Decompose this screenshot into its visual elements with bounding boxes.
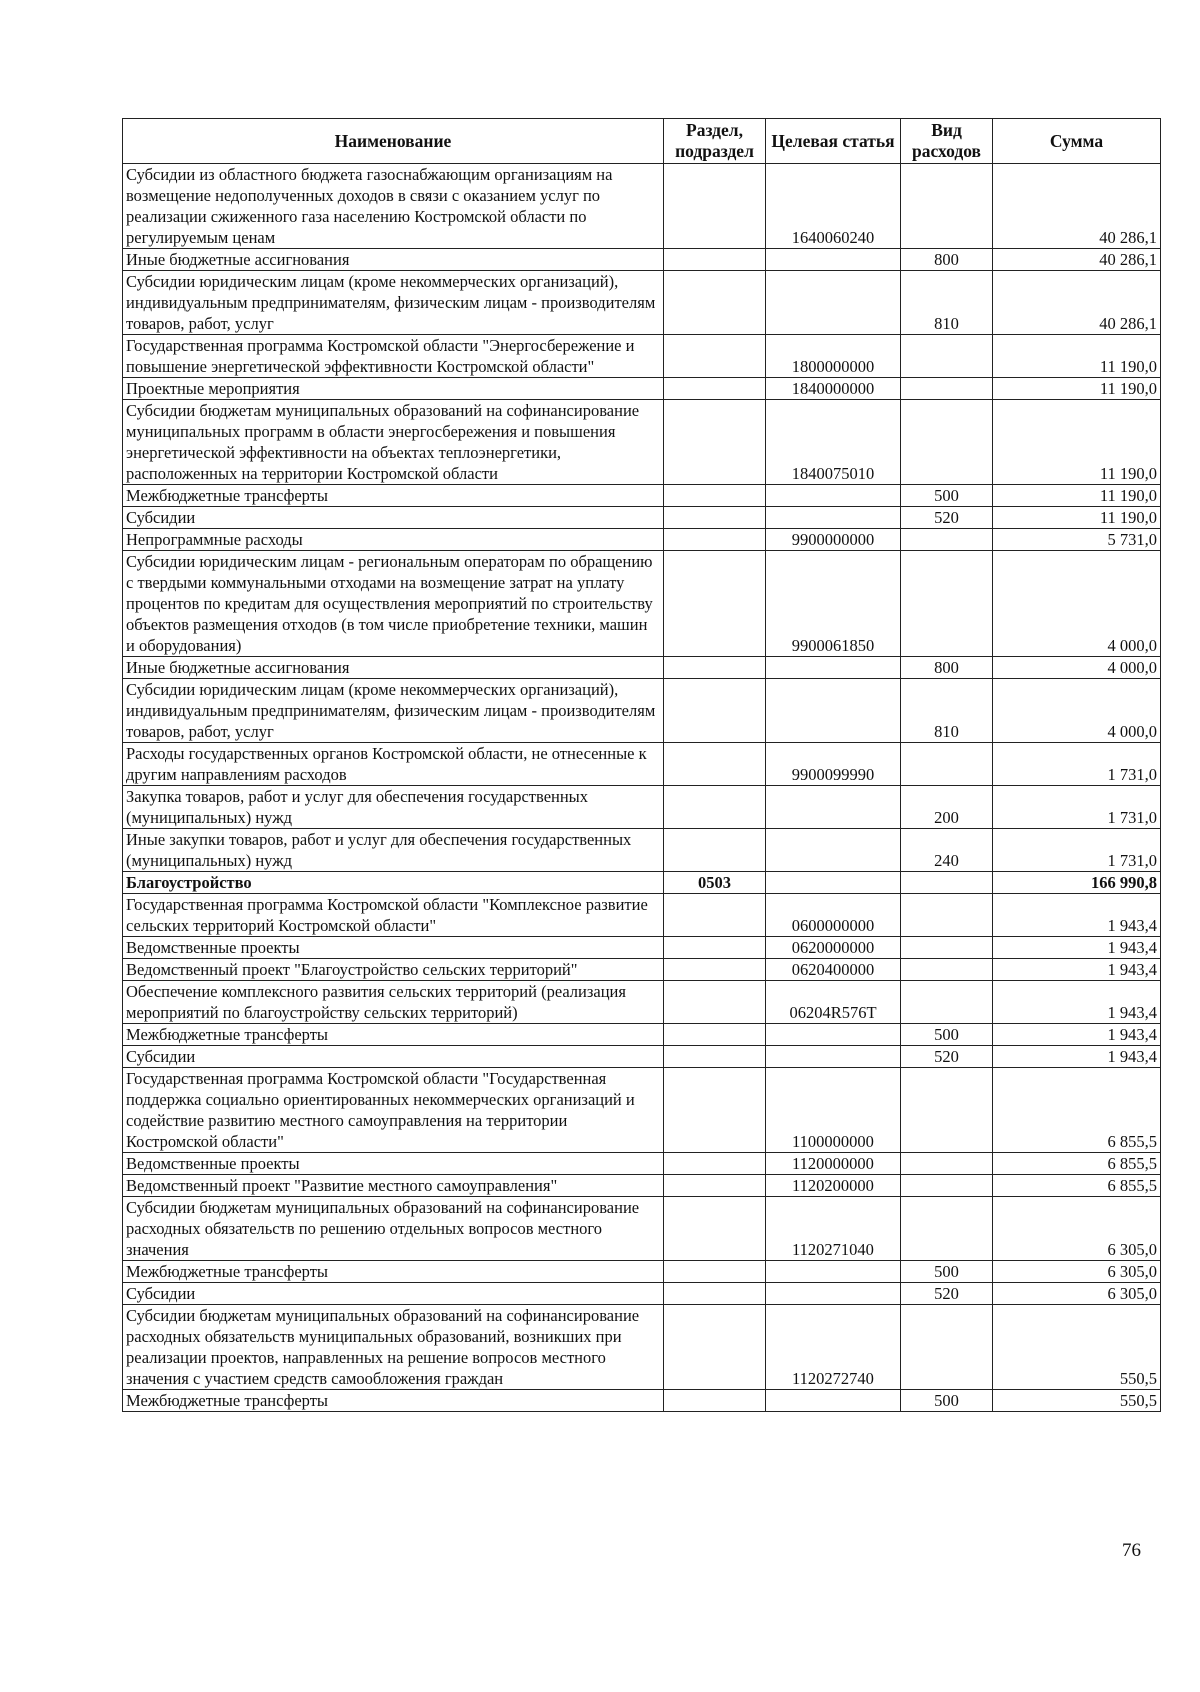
- row-kind: [901, 335, 993, 378]
- row-name: Субсидии юридическим лицам (кроме некоммерческих организаций), индивидуальным предпринимателям, физическим лицам - производителям товаров, работ, услуг: [123, 271, 664, 335]
- table-row: [123, 335, 1161, 378]
- row-sum: 40 286,1: [993, 271, 1161, 335]
- row-target: [766, 1261, 901, 1283]
- table-row: [123, 1390, 1161, 1412]
- row-section: [664, 551, 766, 657]
- row-kind: 520: [901, 507, 993, 529]
- row-name: Субсидии бюджетам муниципальных образований на софинансирование расходных обязательств муниципальных образований, возникших при реализации проектов, направленных на решение вопросов местного значения с участием средств самообложения граждан: [123, 1305, 664, 1390]
- row-name: Субсидии юридическим лицам (кроме некоммерческих организаций), индивидуальным предпринимателям, физическим лицам - производителям товаров, работ, услуг: [123, 679, 664, 743]
- row-kind: 500: [901, 1390, 993, 1412]
- row-name: Ведомственные проекты: [123, 937, 664, 959]
- table-row: [123, 872, 1161, 894]
- row-sum: 40 286,1: [993, 164, 1161, 249]
- table-row: [123, 981, 1161, 1024]
- row-target: 0620400000: [766, 959, 901, 981]
- table-row: [123, 400, 1161, 485]
- table-row: [123, 249, 1161, 271]
- row-name: Ведомственный проект "Развитие местного самоуправления": [123, 1175, 664, 1197]
- row-sum: 6 855,5: [993, 1068, 1161, 1153]
- row-kind: [901, 378, 993, 400]
- row-name: Межбюджетные трансферты: [123, 1024, 664, 1046]
- row-kind: [901, 551, 993, 657]
- row-target: 0620000000: [766, 937, 901, 959]
- row-kind: [901, 164, 993, 249]
- row-section: [664, 529, 766, 551]
- table-row: [123, 937, 1161, 959]
- row-kind: 800: [901, 249, 993, 271]
- row-name: Непрограммные расходы: [123, 529, 664, 551]
- row-section: [664, 1175, 766, 1197]
- row-sum: 550,5: [993, 1305, 1161, 1390]
- row-sum: 1 943,4: [993, 1046, 1161, 1068]
- row-name: Субсидии бюджетам муниципальных образований на софинансирование муниципальных программ в области энергосбережения и повышения энергетической эффективности на объектах теплоэнергетики, расположенных на территории Костромской области: [123, 400, 664, 485]
- row-kind: 240: [901, 829, 993, 872]
- row-sum: 6 305,0: [993, 1261, 1161, 1283]
- table-row: [123, 657, 1161, 679]
- header-kind: Вид расходов: [901, 119, 993, 164]
- row-name: Субсидии из областного бюджета газоснабжающим организациям на возмещение недополученных доходов в связи с оказанием услуг по реализации сжиженного газа населению Костромской области по регулируемым ценам: [123, 164, 664, 249]
- row-sum: 11 190,0: [993, 400, 1161, 485]
- row-name: Государственная программа Костромской области "Государственная поддержка социально ориентированных некоммерческих организаций и содействие развитию местного самоуправления на территории Костромской области": [123, 1068, 664, 1153]
- row-section: [664, 1305, 766, 1390]
- row-sum: 11 190,0: [993, 507, 1161, 529]
- header-name: Наименование: [123, 119, 664, 164]
- row-kind: 500: [901, 485, 993, 507]
- header-sum: Сумма: [993, 119, 1161, 164]
- row-target: [766, 872, 901, 894]
- row-sum: 5 731,0: [993, 529, 1161, 551]
- table-row: [123, 1283, 1161, 1305]
- row-name: Иные закупки товаров, работ и услуг для обеспечения государственных (муниципальных) нужд: [123, 829, 664, 872]
- table-row: [123, 786, 1161, 829]
- row-name: Благоустройство: [123, 872, 664, 894]
- row-target: 1640060240: [766, 164, 901, 249]
- row-name: Государственная программа Костромской области "Комплексное развитие сельских территорий Костромской области": [123, 894, 664, 937]
- row-name: Субсидии: [123, 1046, 664, 1068]
- row-name: Ведомственные проекты: [123, 1153, 664, 1175]
- row-section: [664, 400, 766, 485]
- row-sum: 1 943,4: [993, 959, 1161, 981]
- row-kind: [901, 400, 993, 485]
- table-row: [123, 378, 1161, 400]
- row-sum: 166 990,8: [993, 872, 1161, 894]
- table-row: [123, 959, 1161, 981]
- row-sum: 11 190,0: [993, 378, 1161, 400]
- row-kind: [901, 894, 993, 937]
- row-sum: 1 943,4: [993, 894, 1161, 937]
- table-row: [123, 529, 1161, 551]
- row-section: [664, 894, 766, 937]
- row-target: [766, 1046, 901, 1068]
- row-target: 9900061850: [766, 551, 901, 657]
- table-row: [123, 1175, 1161, 1197]
- row-section: [664, 485, 766, 507]
- row-sum: 1 731,0: [993, 829, 1161, 872]
- row-section: [664, 657, 766, 679]
- row-section: [664, 959, 766, 981]
- row-target: [766, 657, 901, 679]
- row-section: [664, 1197, 766, 1261]
- row-section: [664, 937, 766, 959]
- row-sum: 4 000,0: [993, 657, 1161, 679]
- row-sum: 6 855,5: [993, 1153, 1161, 1175]
- row-section: [664, 1261, 766, 1283]
- row-kind: [901, 529, 993, 551]
- row-target: 1120000000: [766, 1153, 901, 1175]
- row-name: Субсидии бюджетам муниципальных образований на софинансирование расходных обязательств по решению отдельных вопросов местного значения: [123, 1197, 664, 1261]
- row-sum: 550,5: [993, 1390, 1161, 1412]
- row-section: [664, 1283, 766, 1305]
- row-kind: [901, 1305, 993, 1390]
- row-section: [664, 1068, 766, 1153]
- row-kind: [901, 937, 993, 959]
- row-section: [664, 679, 766, 743]
- row-target: [766, 679, 901, 743]
- table-row: [123, 743, 1161, 786]
- row-target: [766, 1024, 901, 1046]
- header-target: Целевая статья: [766, 119, 901, 164]
- row-section: 0503: [664, 872, 766, 894]
- table-row: [123, 1024, 1161, 1046]
- row-kind: [901, 872, 993, 894]
- row-kind: [901, 1175, 993, 1197]
- row-target: 1840000000: [766, 378, 901, 400]
- row-target: [766, 1390, 901, 1412]
- table-row: [123, 829, 1161, 872]
- row-target: 1120200000: [766, 1175, 901, 1197]
- table-header-row: [123, 119, 1161, 164]
- row-sum: 1 943,4: [993, 937, 1161, 959]
- row-target: [766, 249, 901, 271]
- table-row: [123, 507, 1161, 529]
- row-target: 9900000000: [766, 529, 901, 551]
- row-sum: 6 855,5: [993, 1175, 1161, 1197]
- table-row: [123, 1068, 1161, 1153]
- row-kind: [901, 743, 993, 786]
- row-name: Государственная программа Костромской области "Энергосбережение и повышение энергетической эффективности Костромской области": [123, 335, 664, 378]
- row-kind: [901, 959, 993, 981]
- row-kind: [901, 1197, 993, 1261]
- row-section: [664, 829, 766, 872]
- row-sum: 1 731,0: [993, 786, 1161, 829]
- row-target: 1120272740: [766, 1305, 901, 1390]
- row-name: Обеспечение комплексного развития сельских территорий (реализация мероприятий по благоустройству сельских территорий): [123, 981, 664, 1024]
- row-target: 9900099990: [766, 743, 901, 786]
- row-name: Иные бюджетные ассигнования: [123, 657, 664, 679]
- row-kind: 500: [901, 1024, 993, 1046]
- row-sum: 11 190,0: [993, 485, 1161, 507]
- row-sum: 1 731,0: [993, 743, 1161, 786]
- row-name: Расходы государственных органов Костромской области, не отнесенные к другим направлениям расходов: [123, 743, 664, 786]
- row-name: Ведомственный проект "Благоустройство сельских территорий": [123, 959, 664, 981]
- row-target: [766, 786, 901, 829]
- row-kind: 800: [901, 657, 993, 679]
- row-section: [664, 249, 766, 271]
- table-row: [123, 1305, 1161, 1390]
- row-section: [664, 271, 766, 335]
- row-target: [766, 829, 901, 872]
- row-section: [664, 164, 766, 249]
- row-kind: 810: [901, 679, 993, 743]
- row-kind: [901, 1068, 993, 1153]
- row-name: Межбюджетные трансферты: [123, 485, 664, 507]
- row-target: 1100000000: [766, 1068, 901, 1153]
- row-sum: 4 000,0: [993, 551, 1161, 657]
- row-name: Межбюджетные трансферты: [123, 1261, 664, 1283]
- table-row: [123, 1153, 1161, 1175]
- row-sum: 11 190,0: [993, 335, 1161, 378]
- table-row: [123, 894, 1161, 937]
- row-sum: 40 286,1: [993, 249, 1161, 271]
- row-section: [664, 1046, 766, 1068]
- row-section: [664, 1390, 766, 1412]
- row-target: [766, 485, 901, 507]
- row-kind: 810: [901, 271, 993, 335]
- table-row: [123, 271, 1161, 335]
- row-target: 1120271040: [766, 1197, 901, 1261]
- row-kind: 520: [901, 1283, 993, 1305]
- row-kind: 500: [901, 1261, 993, 1283]
- row-name: Межбюджетные трансферты: [123, 1390, 664, 1412]
- table-row: [123, 1046, 1161, 1068]
- row-target: 0600000000: [766, 894, 901, 937]
- row-section: [664, 507, 766, 529]
- table-row: [123, 1197, 1161, 1261]
- row-target: 1800000000: [766, 335, 901, 378]
- row-section: [664, 378, 766, 400]
- row-target: 1840075010: [766, 400, 901, 485]
- row-target: [766, 1283, 901, 1305]
- row-kind: 520: [901, 1046, 993, 1068]
- row-section: [664, 786, 766, 829]
- row-name: Закупка товаров, работ и услуг для обеспечения государственных (муниципальных) нужд: [123, 786, 664, 829]
- row-sum: 6 305,0: [993, 1197, 1161, 1261]
- row-sum: 4 000,0: [993, 679, 1161, 743]
- row-section: [664, 1024, 766, 1046]
- table-body: [123, 164, 1161, 1412]
- header-section: Раздел, подраздел: [664, 119, 766, 164]
- row-kind: [901, 1153, 993, 1175]
- table-row: [123, 551, 1161, 657]
- table-row: [123, 679, 1161, 743]
- row-sum: 1 943,4: [993, 1024, 1161, 1046]
- table-row: [123, 1261, 1161, 1283]
- row-name: Субсидии: [123, 507, 664, 529]
- row-target: [766, 271, 901, 335]
- budget-table: [122, 118, 1161, 1412]
- row-section: [664, 981, 766, 1024]
- table-row: [123, 485, 1161, 507]
- row-name: Иные бюджетные ассигнования: [123, 249, 664, 271]
- row-target: [766, 507, 901, 529]
- row-name: Субсидии: [123, 1283, 664, 1305]
- row-section: [664, 335, 766, 378]
- row-name: Проектные мероприятия: [123, 378, 664, 400]
- row-kind: [901, 981, 993, 1024]
- row-target: 06204R576T: [766, 981, 901, 1024]
- row-section: [664, 1153, 766, 1175]
- page-number: 76: [1122, 1540, 1141, 1561]
- row-section: [664, 743, 766, 786]
- row-kind: 200: [901, 786, 993, 829]
- row-name: Субсидии юридическим лицам - региональным операторам по обращению с твердыми коммунальными отходами на возмещение затрат на уплату процентов по кредитам для осуществления мероприятий по строительству объектов размещения отходов (в том числе приобретение техники, машин и оборудования): [123, 551, 664, 657]
- row-sum: 6 305,0: [993, 1283, 1161, 1305]
- table-row: [123, 164, 1161, 249]
- row-sum: 1 943,4: [993, 981, 1161, 1024]
